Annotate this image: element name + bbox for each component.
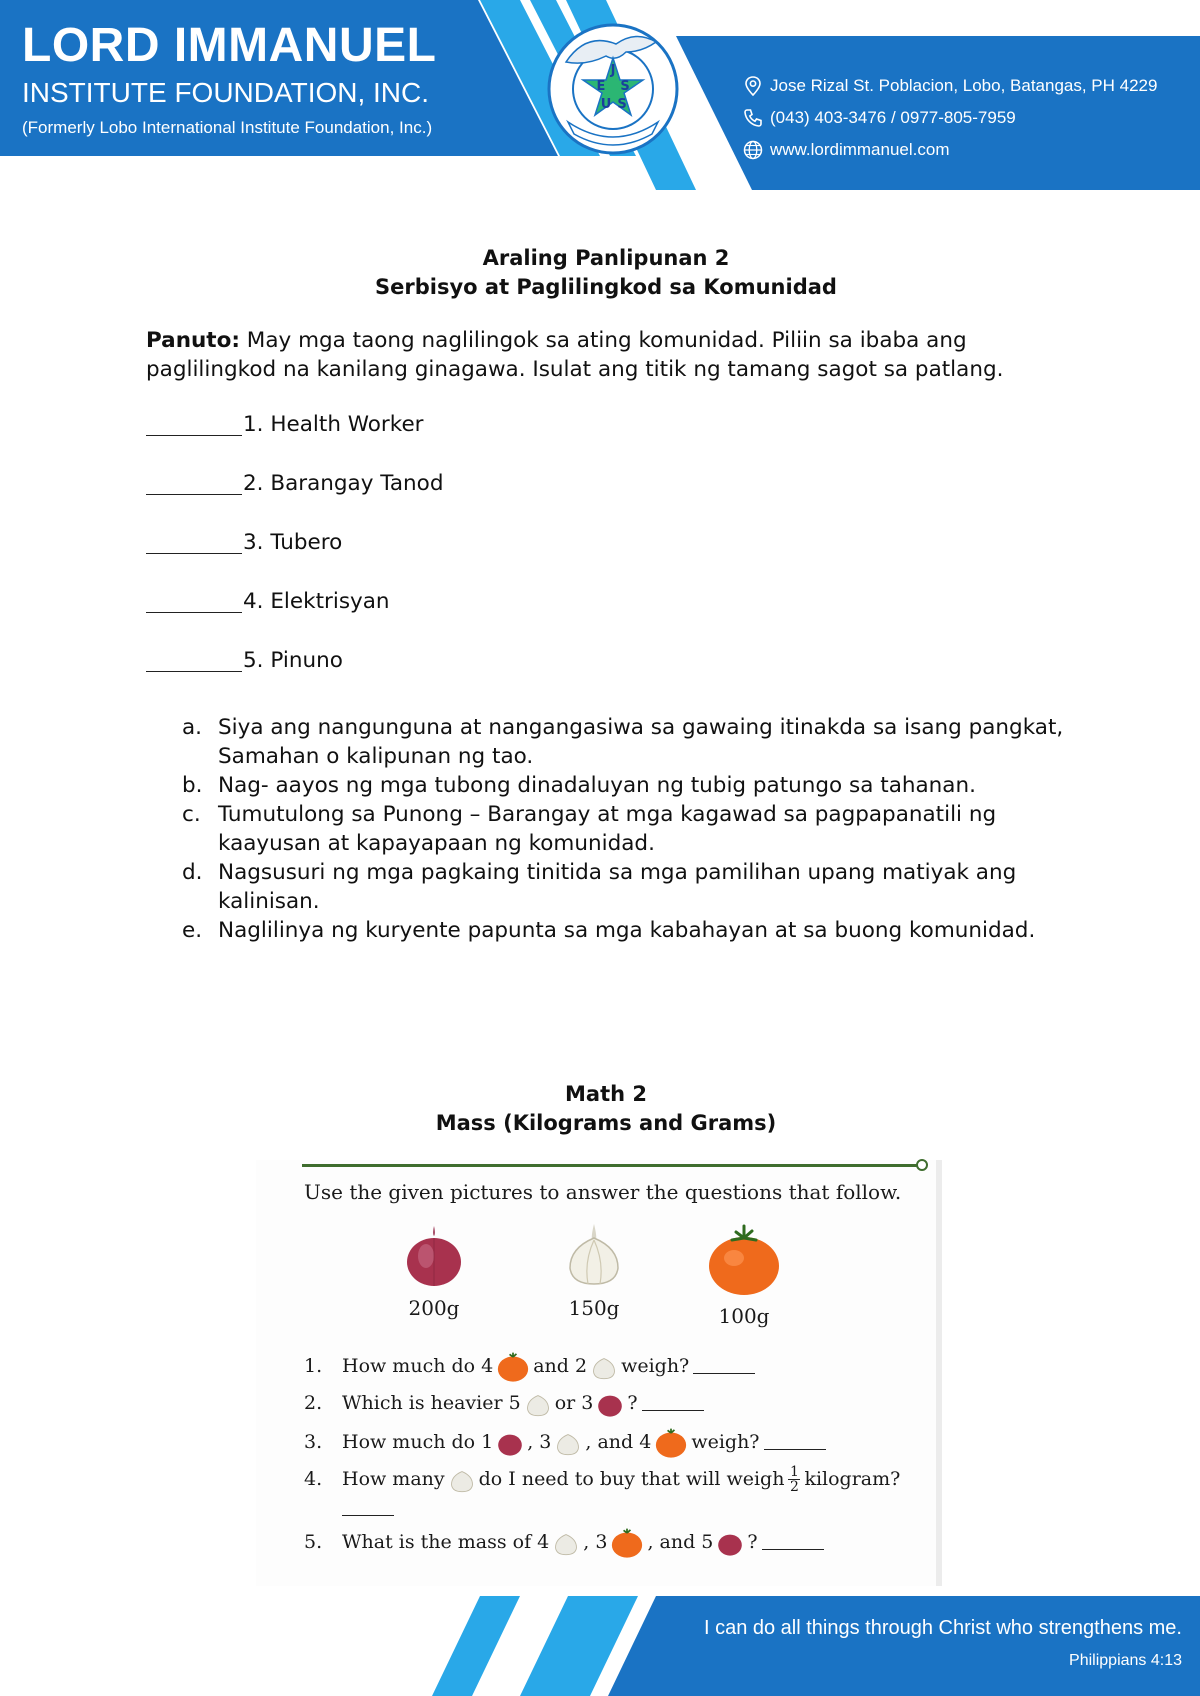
choice-item xyxy=(182,916,1066,945)
matching-item xyxy=(146,471,1066,530)
answer-blank[interactable] xyxy=(342,1500,394,1516)
question-text: kilogram? xyxy=(804,1468,901,1490)
matching-item xyxy=(146,589,1066,648)
garlic-icon xyxy=(590,1351,618,1381)
onion-icon xyxy=(596,1388,624,1418)
question-text: , and 5 xyxy=(647,1531,714,1553)
question-text: What is the mass of 4 xyxy=(342,1531,550,1553)
mass-worksheet-image xyxy=(256,1160,942,1586)
ap-subject: Araling Panlipunan 2 xyxy=(482,246,730,270)
school-brand xyxy=(22,18,436,140)
choice-letter: a. xyxy=(182,715,203,740)
question-text: weigh? xyxy=(621,1355,690,1377)
garlic-weight: 150g xyxy=(568,1296,620,1320)
question-text: How many xyxy=(342,1468,445,1490)
former-name: (Formerly Lobo International Institute Foundation, Inc.) xyxy=(22,118,433,137)
question-text: or 3 xyxy=(554,1392,594,1414)
answer-blank[interactable] xyxy=(764,1434,826,1450)
onion-card xyxy=(374,1222,494,1320)
onion-icon xyxy=(496,1427,524,1457)
fraction-denominator: 2 xyxy=(789,1478,799,1495)
item-label: 2. Barangay Tanod xyxy=(243,471,444,496)
contact-info xyxy=(742,70,1157,166)
bible-verse xyxy=(704,1614,1182,1672)
worksheet-content xyxy=(146,244,1066,1135)
garlic-icon xyxy=(448,1464,476,1494)
choice-text: Siya ang nangunguna at nangangasiwa sa gawaing itinakda sa isang pangkat, Samahan o kalipunan ng tao. xyxy=(218,715,1064,769)
letterhead-footer xyxy=(0,1596,1200,1696)
answer-blank[interactable] xyxy=(762,1534,824,1550)
tomato-card xyxy=(684,1222,804,1328)
divider-end xyxy=(916,1159,928,1171)
location-pin-icon xyxy=(742,75,764,97)
ap-topic: Serbisyo at Paglilingkod sa Komunidad xyxy=(375,275,837,299)
choice-text: Nagsusuri ng mga pagkaing tinitida sa mga pamilihan upang matiyak ang kalinisan. xyxy=(218,860,1017,914)
svg-text:S: S xyxy=(617,97,627,112)
math-question-3 xyxy=(304,1426,826,1458)
garlic-icon xyxy=(524,1388,552,1418)
address-text: Jose Rizal St. Poblacion, Lobo, Batangas, PH 4229 xyxy=(770,76,1158,95)
question-text: How much do 1 xyxy=(342,1431,494,1453)
choice-item xyxy=(182,858,1066,916)
item-label: 5. Pinuno xyxy=(243,648,343,673)
choice-item xyxy=(182,771,1066,800)
choice-text: Tumutulong sa Punong – Barangay at mga kagawad sa pagpapanatili ng kaayusan at kapayapaan ng komunidad. xyxy=(218,802,997,856)
item-label: 4. Elektrisyan xyxy=(243,589,390,614)
tomato-weight: 100g xyxy=(718,1304,770,1328)
question-number: 5. xyxy=(304,1531,323,1553)
question-number: 2. xyxy=(304,1392,323,1414)
onion-icon xyxy=(716,1527,744,1557)
question-text: and 2 xyxy=(533,1355,588,1377)
question-text: do I need to buy that will weigh xyxy=(478,1468,785,1490)
onion-icon xyxy=(402,1222,466,1288)
choice-letter: c. xyxy=(182,802,201,827)
choice-item xyxy=(182,713,1066,771)
page-edge xyxy=(936,1160,942,1586)
website-link[interactable]: www.lordimmanuel.com xyxy=(770,140,950,159)
fraction-numerator: 1 xyxy=(789,1463,799,1480)
question-text: , 3 xyxy=(583,1531,608,1553)
instruction-label: Panuto: xyxy=(146,328,240,353)
garlic-icon xyxy=(552,1527,580,1557)
phone-text: (043) 403-3476 / 0977-805-7959 xyxy=(770,108,1016,127)
question-text: How much do 4 xyxy=(342,1355,494,1377)
choice-letter: d. xyxy=(182,860,203,885)
question-text: , 3 xyxy=(527,1431,552,1453)
question-text: ? xyxy=(747,1531,758,1553)
phone-icon xyxy=(742,107,764,129)
divider xyxy=(302,1164,924,1167)
question-number: 3. xyxy=(304,1431,323,1453)
answer-blank[interactable] xyxy=(642,1395,704,1411)
math-question-1 xyxy=(304,1350,755,1382)
answer-blank[interactable] xyxy=(693,1358,755,1374)
matching-item xyxy=(146,530,1066,589)
svg-text:S: S xyxy=(620,79,630,94)
address-row xyxy=(742,70,1157,102)
ap-title xyxy=(146,244,1066,302)
instruction-text: May mga taong naglilingok sa ating komunidad. Piliin sa ibaba ang paglilingkod na kanilang ginagawa. Isulat ang titik ng tamang sagot sa patlang. xyxy=(146,328,1004,382)
school-name: LORD IMMANUEL xyxy=(22,19,437,72)
choice-text: Nag- aayos ng mga tubong dinadaluyan ng tubig patungo sa tahanan. xyxy=(218,773,976,798)
school-subtitle: INSTITUTE FOUNDATION, INC. xyxy=(22,77,430,108)
question-text: weigh? xyxy=(691,1431,760,1453)
math-question-4 xyxy=(304,1464,900,1494)
choice-text: Naglilinya ng kuryente papunta sa mga kabahayan at sa buong komunidad. xyxy=(218,918,1036,943)
letterhead xyxy=(0,0,1200,200)
item-label: 3. Tubero xyxy=(243,530,343,555)
globe-icon xyxy=(742,139,764,161)
question-text: , and 4 xyxy=(585,1431,652,1453)
math-question-5 xyxy=(304,1526,824,1558)
choice-letter: e. xyxy=(182,918,203,943)
answer-blank[interactable] xyxy=(146,589,242,613)
website-row xyxy=(742,134,1157,166)
tomato-icon xyxy=(496,1350,530,1382)
math-question-2 xyxy=(304,1388,704,1418)
tomato-icon xyxy=(654,1426,688,1458)
math-title xyxy=(146,1080,1066,1138)
question-number: 1. xyxy=(304,1355,323,1377)
instructions xyxy=(146,326,1066,384)
math-topic: Mass (Kilograms and Grams) xyxy=(435,1111,777,1135)
choices-list xyxy=(182,713,1066,945)
svg-text:E: E xyxy=(596,79,606,94)
fraction-one-half xyxy=(788,1465,800,1494)
tomato-icon xyxy=(610,1526,644,1558)
choice-item xyxy=(182,800,1066,858)
garlic-icon xyxy=(554,1427,582,1457)
question-text: ? xyxy=(627,1392,638,1414)
answer-blank[interactable] xyxy=(146,530,242,554)
matching-items xyxy=(146,412,1066,707)
verse-text: I can do all things through Christ who strengthens me. xyxy=(703,1617,1182,1639)
item-label: 1. Health Worker xyxy=(243,412,424,437)
question-number: 4. xyxy=(304,1468,323,1490)
matching-item xyxy=(146,648,1066,707)
onion-weight: 200g xyxy=(408,1296,460,1320)
math-subject: Math 2 xyxy=(565,1082,647,1106)
garlic-icon xyxy=(562,1222,626,1288)
math-instruction: Use the given pictures to answer the questions that follow. xyxy=(304,1180,902,1204)
choice-letter: b. xyxy=(182,773,203,798)
matching-item xyxy=(146,412,1066,471)
phone-row xyxy=(742,102,1157,134)
math-question-4-answer xyxy=(342,1500,394,1516)
verse-reference: Philippians 4:13 xyxy=(1069,1652,1182,1669)
school-seal-logo xyxy=(546,22,680,156)
garlic-card xyxy=(534,1222,654,1320)
svg-text:U: U xyxy=(600,97,612,112)
svg-text:J: J xyxy=(610,63,616,78)
answer-blank[interactable] xyxy=(146,412,242,436)
answer-blank[interactable] xyxy=(146,471,242,495)
tomato-icon xyxy=(706,1222,782,1296)
question-text: Which is heavier 5 xyxy=(342,1392,521,1414)
answer-blank[interactable] xyxy=(146,648,242,672)
